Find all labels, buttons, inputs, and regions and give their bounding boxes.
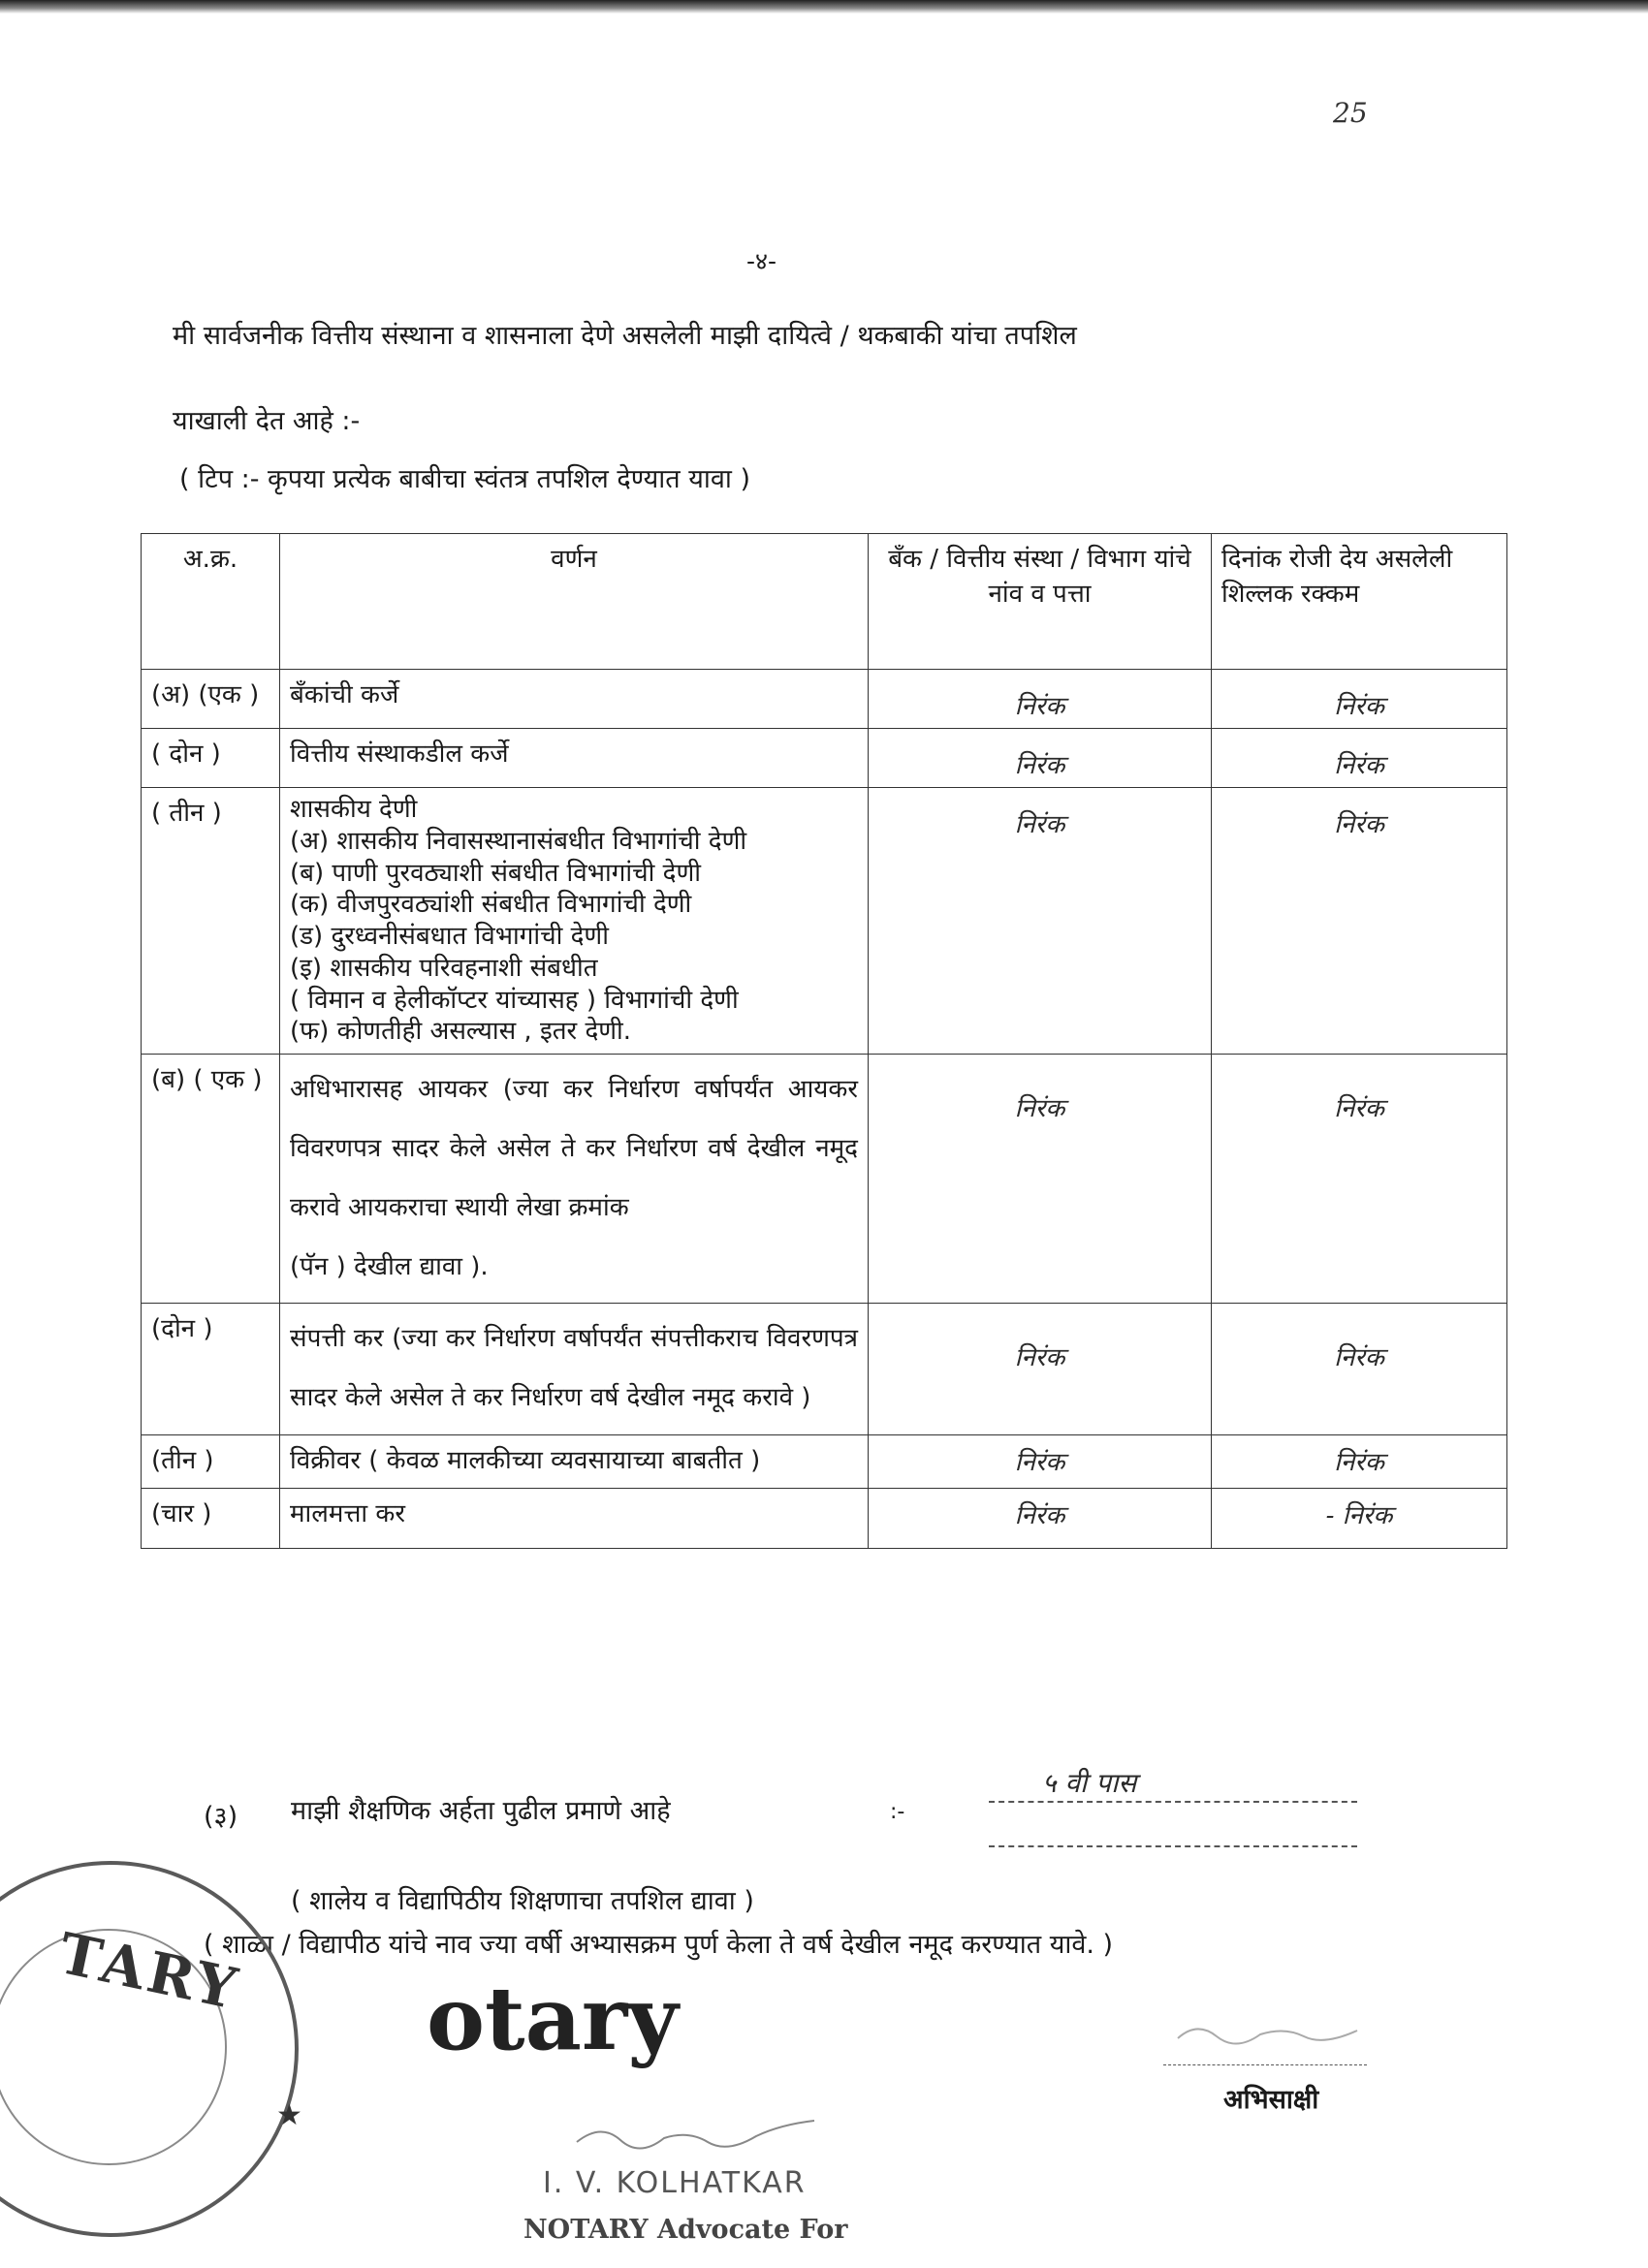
scan-top-edge bbox=[0, 0, 1648, 14]
education-hint-2: ( शाळा / विद्यापीठ यांचे नाव ज्या वर्षी अभ्यासक्रम पुर्ण केला ते वर्ष देखील नमूद करण्यात यावे. ) bbox=[204, 1930, 1114, 1960]
header-description: वर्णन bbox=[280, 534, 869, 670]
answer-line-2 bbox=[989, 1845, 1357, 1847]
seal-star-icon: ★ bbox=[276, 2098, 302, 2132]
notary-seal-text: TARY bbox=[52, 1920, 246, 2023]
education-separator: :- bbox=[890, 1800, 905, 1824]
table-row bbox=[142, 670, 1507, 729]
notary-name: I. V. KOLHATKAR bbox=[543, 2166, 807, 2200]
list-item: (क) वीजपुरवठ्यांशी संबधीत विभागांची देणी bbox=[290, 890, 692, 920]
row-amount-value: निरंक bbox=[1212, 1055, 1507, 1304]
witness-signature-mark bbox=[1173, 2011, 1367, 2050]
row-serial: (ब) ( एक ) bbox=[142, 1055, 280, 1304]
notary-signature-mark bbox=[572, 2103, 824, 2161]
row-bank-value: निरंक bbox=[869, 1434, 1212, 1488]
table-row bbox=[142, 1055, 1507, 1304]
corner-page-mark: 25 bbox=[1333, 97, 1368, 129]
row-serial: (तीन ) bbox=[142, 1434, 280, 1488]
list-item: (फ) कोणतीही असल्यास , इतर देणी. bbox=[290, 1017, 632, 1047]
list-item: ( विमान व हेलीकॉप्टर यांच्यासह ) विभागांची देणी bbox=[290, 985, 739, 1015]
row-description: बँकांची कर्जे bbox=[280, 670, 869, 729]
witness-label: अभिसाक्षी bbox=[1223, 2085, 1319, 2115]
row-amount-value: निरंक bbox=[1212, 788, 1507, 1055]
row-description: संपत्ती कर (ज्या कर निर्धारण वर्षापर्यंत संपत्तीकराच विवरणपत्र सादर केले असेल ते कर निर्धारण वर्ष देखील नमूद करावे ) bbox=[280, 1304, 869, 1434]
intro-line-1: मी सार्वजनीक वित्तीय संस्थाना व शासनाला देणे असलेली माझी दायित्वे / थकबाकी यांचा तपशिल bbox=[173, 321, 1077, 351]
header-amount: दिनांक रोजी देय असलेली शिल्लक रक्कम bbox=[1212, 534, 1507, 670]
liabilities-table bbox=[141, 533, 1507, 1549]
row-bank-value: निरंक bbox=[869, 670, 1212, 729]
row-description: मालमत्ता कर bbox=[280, 1488, 869, 1548]
row-bank-value: निरंक bbox=[869, 729, 1212, 788]
education-hint-1: ( शालेय व विद्यापिठीय शिक्षणाचा तपशिल द्यावा ) bbox=[291, 1886, 754, 1916]
row-serial: (चार ) bbox=[142, 1488, 280, 1548]
intro-line-2: याखाली देत आहे :- bbox=[173, 406, 361, 436]
row-amount-value: निरंक bbox=[1212, 729, 1507, 788]
table-row bbox=[142, 1488, 1507, 1548]
notary-watermark: otary bbox=[427, 1968, 679, 2070]
witness-line bbox=[1163, 2064, 1367, 2065]
row-amount-value: निरंक bbox=[1212, 1304, 1507, 1434]
list-item: (इ) शासकीय परिवहनाशी संबधीत bbox=[290, 953, 598, 983]
table-row bbox=[142, 729, 1507, 788]
header-serial: अ.क्र. bbox=[142, 534, 280, 670]
row-description-tail: (पॅन ) देखील द्यावा ). bbox=[290, 1252, 489, 1282]
row-description bbox=[280, 1055, 869, 1304]
row-serial: (दोन ) bbox=[142, 1304, 280, 1434]
education-number: (३) bbox=[204, 1802, 238, 1832]
row-serial: (अ) (एक ) bbox=[142, 670, 280, 729]
row-description: विक्रीवर ( केवळ मालकीच्या व्यवसायाच्या बाबतीत ) bbox=[280, 1434, 869, 1488]
table-row bbox=[142, 1434, 1507, 1488]
table-row bbox=[142, 1304, 1507, 1434]
row-amount-value: - निरंक bbox=[1212, 1488, 1507, 1548]
witness-signature bbox=[1173, 2011, 1367, 2054]
list-item: (अ) शासकीय निवासस्थानासंबधीत विभागांची देणी bbox=[290, 826, 747, 856]
list-item: (ड) दुरध्वनीसंबधात विभागांची देणी bbox=[290, 922, 609, 951]
page-number: -४- bbox=[746, 247, 777, 275]
row-description: वित्तीय संस्थाकडील कर्जे bbox=[280, 729, 869, 788]
row-bank-value: निरंक bbox=[869, 1488, 1212, 1548]
instruction-note: ( टिप :- कृपया प्रत्येक बाबीचा स्वंतत्र तपशिल देण्यात यावा ) bbox=[179, 464, 750, 494]
row-amount-value: निरंक bbox=[1212, 670, 1507, 729]
row-description-text: अधिभारासह आयकर (ज्या कर निर्धारण वर्षापर्यंत आयकर विवरणपत्र सादर केले असेल ते कर निर्धारण वर्ष देखील नमूद करावे आयकराचा स्थायी लेखा क्रमांक bbox=[290, 1075, 858, 1223]
table-header-row bbox=[142, 534, 1507, 670]
notary-title: NOTARY Advocate For bbox=[523, 2215, 848, 2245]
header-bank: बँक / वित्तीय संस्था / विभाग यांचे नांव व पत्ता bbox=[869, 534, 1212, 670]
row-amount-value: निरंक bbox=[1212, 1434, 1507, 1488]
row-bank-value: निरंक bbox=[869, 1055, 1212, 1304]
list-item: शासकीय देणी bbox=[290, 795, 418, 824]
table-row bbox=[142, 788, 1507, 1055]
row-serial: ( तीन ) bbox=[142, 788, 280, 1055]
education-label: माझी शैक्षणिक अर्हता पुढील प्रमाणे आहे bbox=[291, 1796, 671, 1826]
education-answer: ५ वी पास bbox=[1042, 1767, 1137, 1799]
answer-line-1 bbox=[989, 1801, 1357, 1803]
list-item: (ब) पाणी पुरवठ्याशी संबधीत विभागांची देणी bbox=[290, 858, 701, 888]
row-bank-value: निरंक bbox=[869, 788, 1212, 1055]
row-serial: ( दोन ) bbox=[142, 729, 280, 788]
notary-signature-scribble bbox=[572, 2103, 824, 2165]
row-bank-value: निरंक bbox=[869, 1304, 1212, 1434]
row-description-list bbox=[280, 788, 869, 1055]
